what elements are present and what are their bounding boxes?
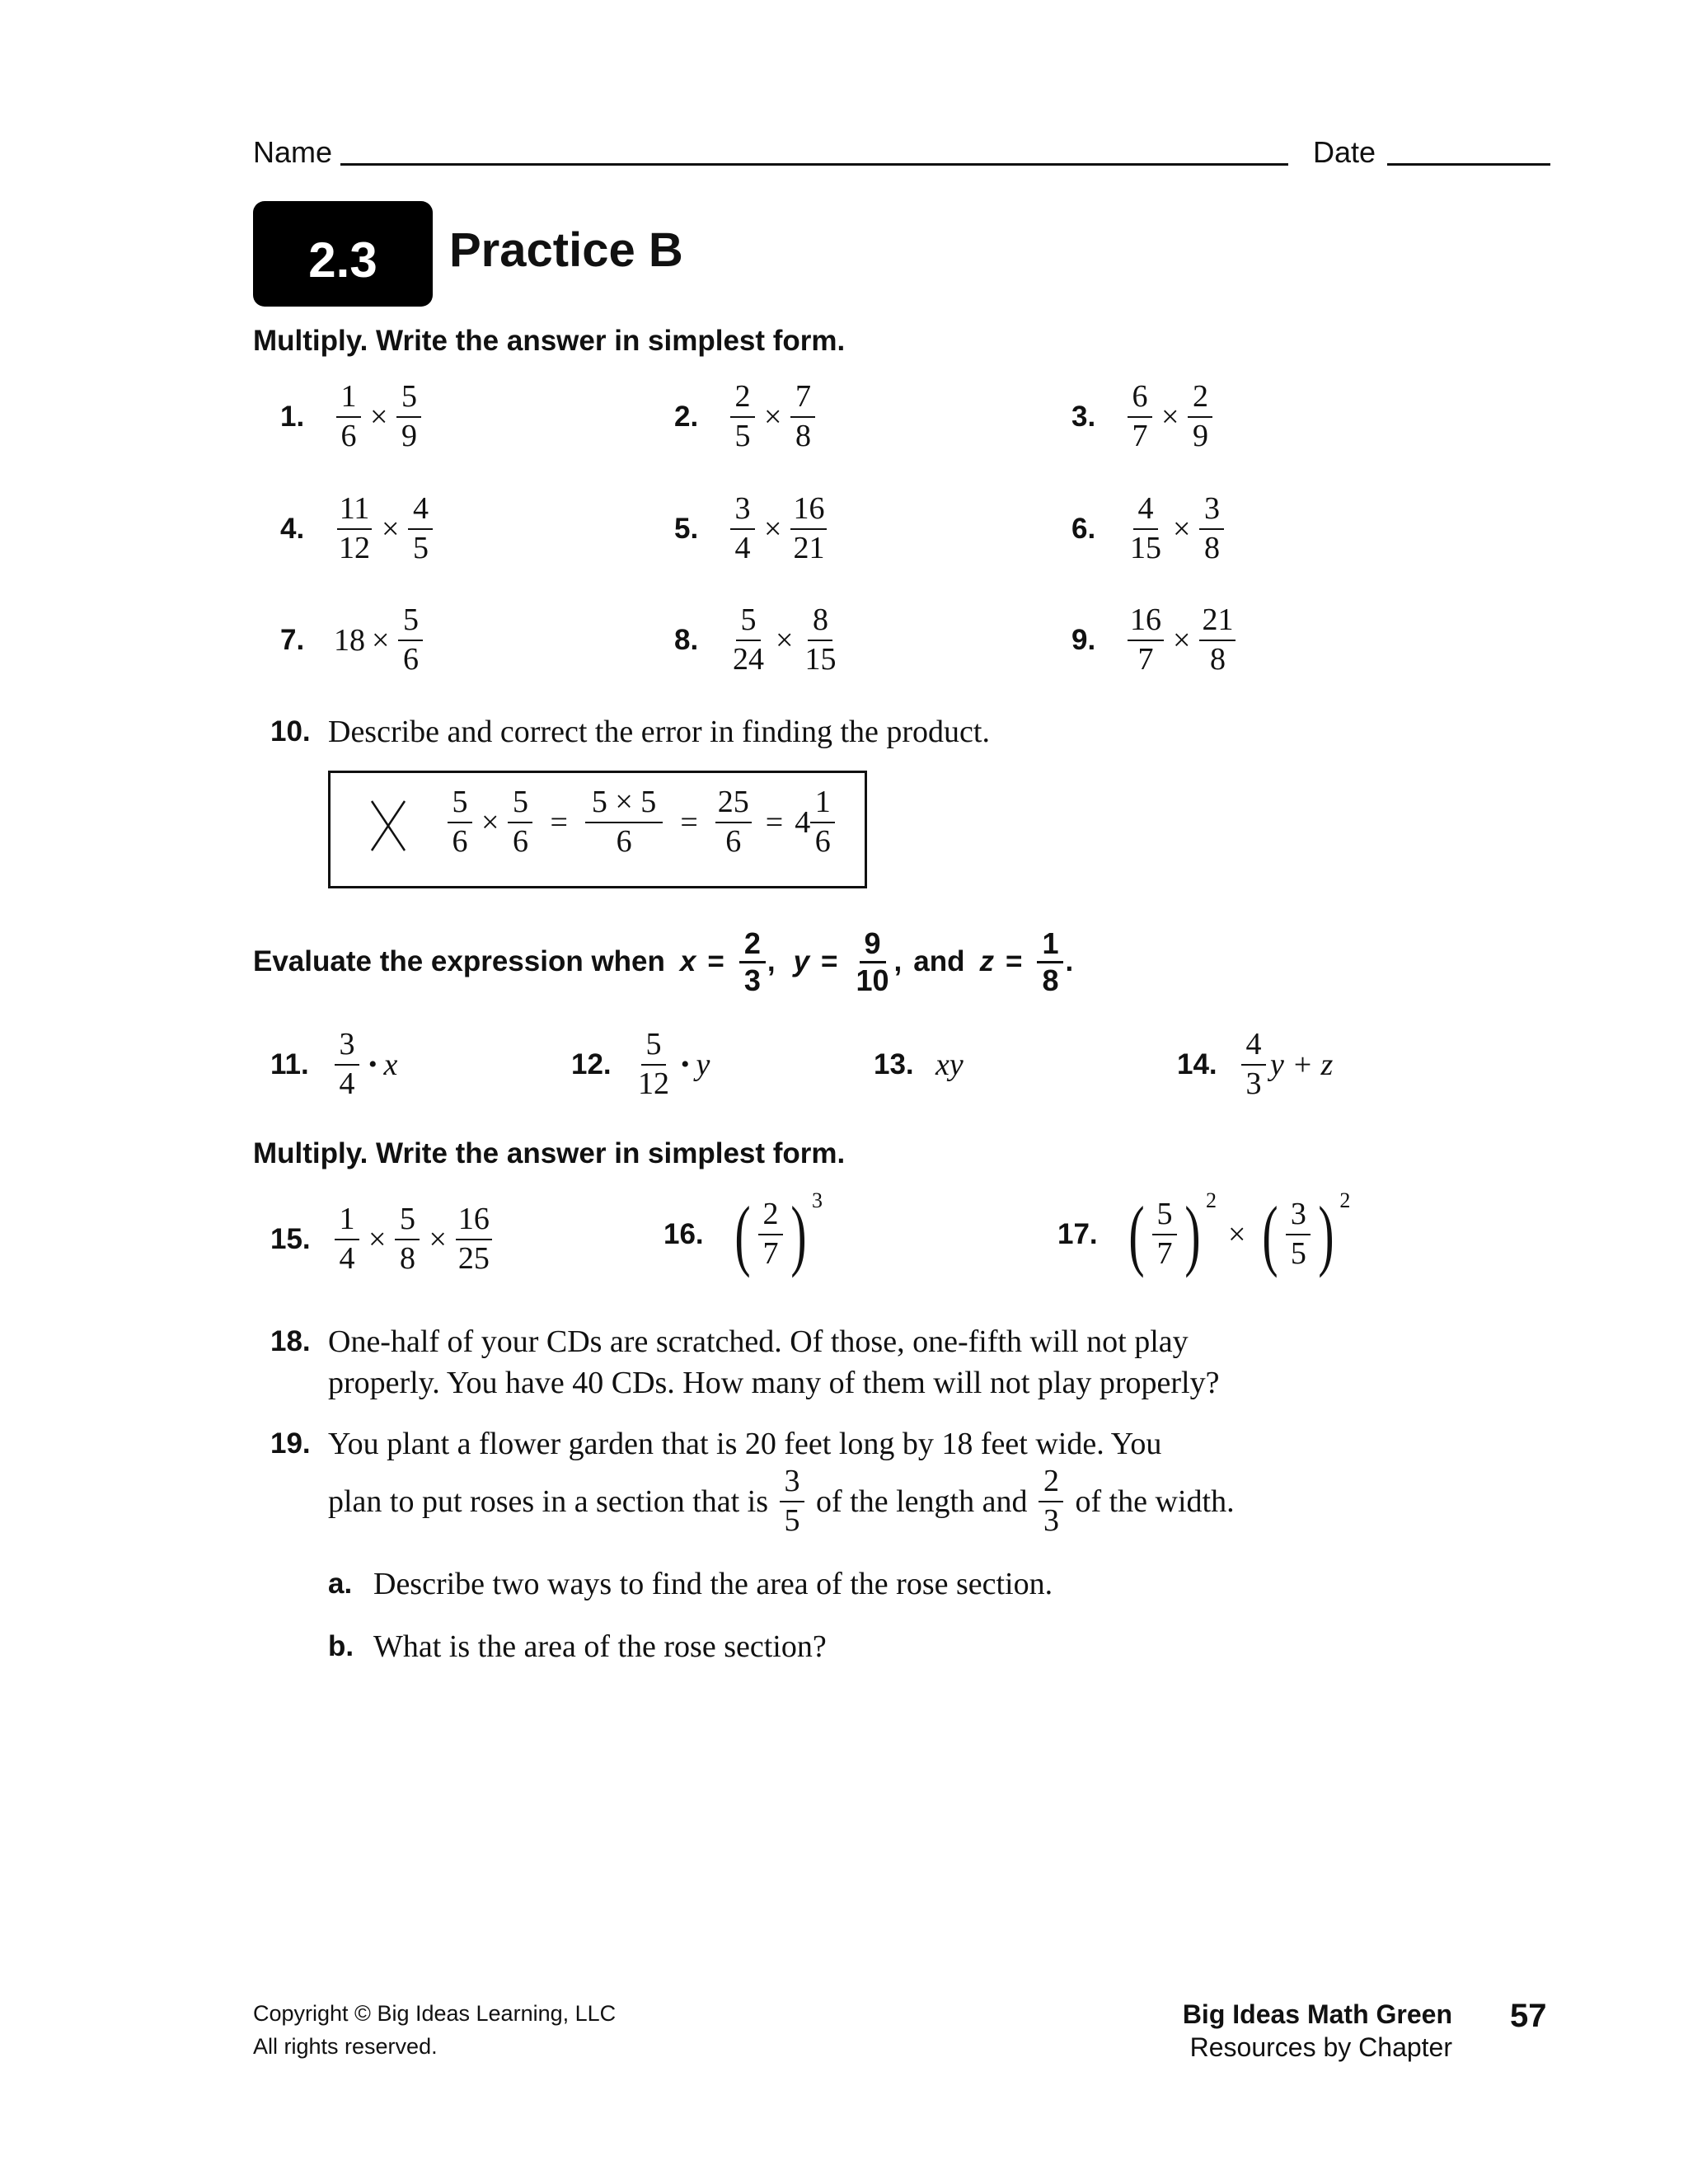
problem-15: 15. $\frac{1}{4}$ × $\frac{5}{8}$ × $\frac{16}{25}$ [270,1203,495,1276]
problem-8: 8. $\frac{5}{24}$ × $\frac{8}{15}$ [674,604,841,677]
fraction: $\frac{5}{6}$ [398,604,423,677]
fraction: $\frac{5}{7}$ [1152,1198,1177,1271]
copyright: Copyright © Big Ideas Learning, LLC [253,2001,617,2026]
date-label: Date [1313,135,1376,169]
fraction: $\frac{25}{6}$ [715,786,752,859]
problem-10-text: Describe and correct the error in finding the product. [328,715,990,749]
fraction: $\frac{7}{8}$ [790,381,815,453]
problem-18: 18. One-half of your CDs are scratched. Of those, one-fifth will not play properly. You have 40 CDs. How many of them will not play properly? [270,1324,1220,1400]
resources-label: Resources by Chapter [1189,2032,1452,2062]
book-title: Big Ideas Math Green [1182,1999,1452,2029]
lesson-badge: 2.3 [253,201,433,307]
problem-19a: a. Describe two ways to find the area of the rose section. [328,1566,1053,1601]
fraction: $\frac{5}{6}$ [508,786,532,859]
fraction: $\frac{2}{3}$ [1039,1465,1063,1538]
problem-17: 17. ( $\frac{5}{7}$ ) 2 × ( $\frac{3}{5}$ ) 2 [1057,1188,1351,1278]
fraction: $\frac{1}{6}$ [810,786,835,859]
fraction: $\frac{16}{25}$ [456,1203,492,1276]
fraction: $\frac{4}{15}$ [1130,491,1161,565]
fraction: $\frac{5}{12}$ [638,1027,669,1101]
fraction: $\frac{1}{6}$ [336,381,361,453]
instruction-1: Multiply. Write the answer in simplest form. [253,325,846,357]
fraction: $\frac{4}{5}$ [408,493,433,565]
fraction: $\frac{9}{10}$ [856,926,889,997]
fraction: $\frac{3}{5}$ [780,1465,804,1538]
fraction: $\frac{5}{8}$ [395,1203,420,1276]
error-x-icon [368,799,408,852]
fraction: $\frac{3}{4}$ [730,493,755,565]
fraction: $\frac{5}{24}$ [733,602,764,677]
fraction: $\frac{5 \times 5}{6}$ [585,786,663,859]
fraction: $\frac{6}{7}$ [1128,381,1152,453]
fraction: $\frac{4}{3}$ [1241,1029,1266,1101]
fraction: $\frac{1}{4}$ [335,1203,359,1276]
problem-9: 9. $\frac{16}{7}$ × $\frac{21}{8}$ [1071,604,1238,677]
fraction: $\frac{2}{5}$ [730,381,755,453]
fraction: $\frac{1}{8}$ [1037,928,1063,996]
fraction: $\frac{3}{5}$ [1286,1198,1311,1271]
fraction: $\frac{3}{4}$ [335,1029,359,1101]
problem-19b: b. What is the area of the rose section? [328,1629,827,1664]
problem-7: 7. 18 × $\frac{5}{6}$ [280,604,425,677]
problem-10: 10. Describe and correct the error in finding the product. [270,715,990,749]
page-number: 57 [1510,1998,1547,2034]
fraction: $\frac{16}{7}$ [1128,604,1164,677]
problem-1: 1. $\frac{1}{6}$ × $\frac{5}{9}$ [280,381,424,453]
fraction: $\frac{2}{3}$ [739,928,766,996]
page-title: Practice B [449,223,683,277]
rights: All rights reserved. [253,2034,438,2059]
fraction: $\frac{5}{9}$ [396,381,421,453]
problem-12: 12. $\frac{5}{12}$ • y [571,1027,710,1101]
problem-3: 3. $\frac{6}{7}$ × $\frac{2}{9}$ [1071,381,1215,453]
problem-4: 4. $\frac{11}{12}$ × $\frac{4}{5}$ [280,493,435,565]
name-label: Name [253,135,333,169]
date-line[interactable] [1387,163,1550,166]
fraction: $\frac{11}{12}$ [336,493,373,565]
instruction-2: Multiply. Write the answer in simplest form. [253,1137,846,1169]
problem-11: 11. $\frac{3}{4}$ • x [270,1027,398,1101]
evaluate-instruction: Evaluate the expression when x = $\frac{2}{3}$ , y = $\frac{9}{10}$ , and z = $\frac{1}{8}$ . [253,926,1074,997]
problem-13: 13. xy [874,1047,964,1082]
problem-2: 2. $\frac{2}{5}$ × $\frac{7}{8}$ [674,381,818,453]
fraction: $\frac{3}{8}$ [1199,493,1224,565]
problem-16: 16. ( $\frac{2}{7}$ ) 3 [663,1188,823,1278]
problem-5: 5. $\frac{3}{4}$ × $\frac{16}{21}$ [674,493,829,565]
problem-14: 14. $\frac{4}{3}$ y + z [1177,1027,1334,1101]
error-work: $\frac{5}{6}$ × $\frac{5}{6}$ = $\frac{5 \times 5}{6}$ = $\frac{25}{6}$ = 4 $\frac{1}{6}$ [445,786,837,859]
fraction: $\frac{16}{21}$ [790,493,827,565]
fraction: $\frac{2}{9}$ [1188,381,1212,453]
problem-6: 6. $\frac{4}{15}$ × $\frac{3}{8}$ [1071,493,1226,565]
fraction: $\frac{5}{6}$ [448,786,472,859]
name-line[interactable] [340,163,1288,166]
fraction: $\frac{8}{15}$ [804,602,837,677]
fraction: $\frac{2}{7}$ [758,1198,783,1271]
problem-19: 19. You plant a flower garden that is 20 feet long by 18 feet wide. You plan to put roses in a section that is $\frac{3}{5}$ of the length and $\frac{2}{3}$ of the width. a. Describe two ways to find the area of the rose section. b. What is the area of the rose section? [270,1427,1235,1664]
fraction: $\frac{21}{8}$ [1199,604,1236,677]
